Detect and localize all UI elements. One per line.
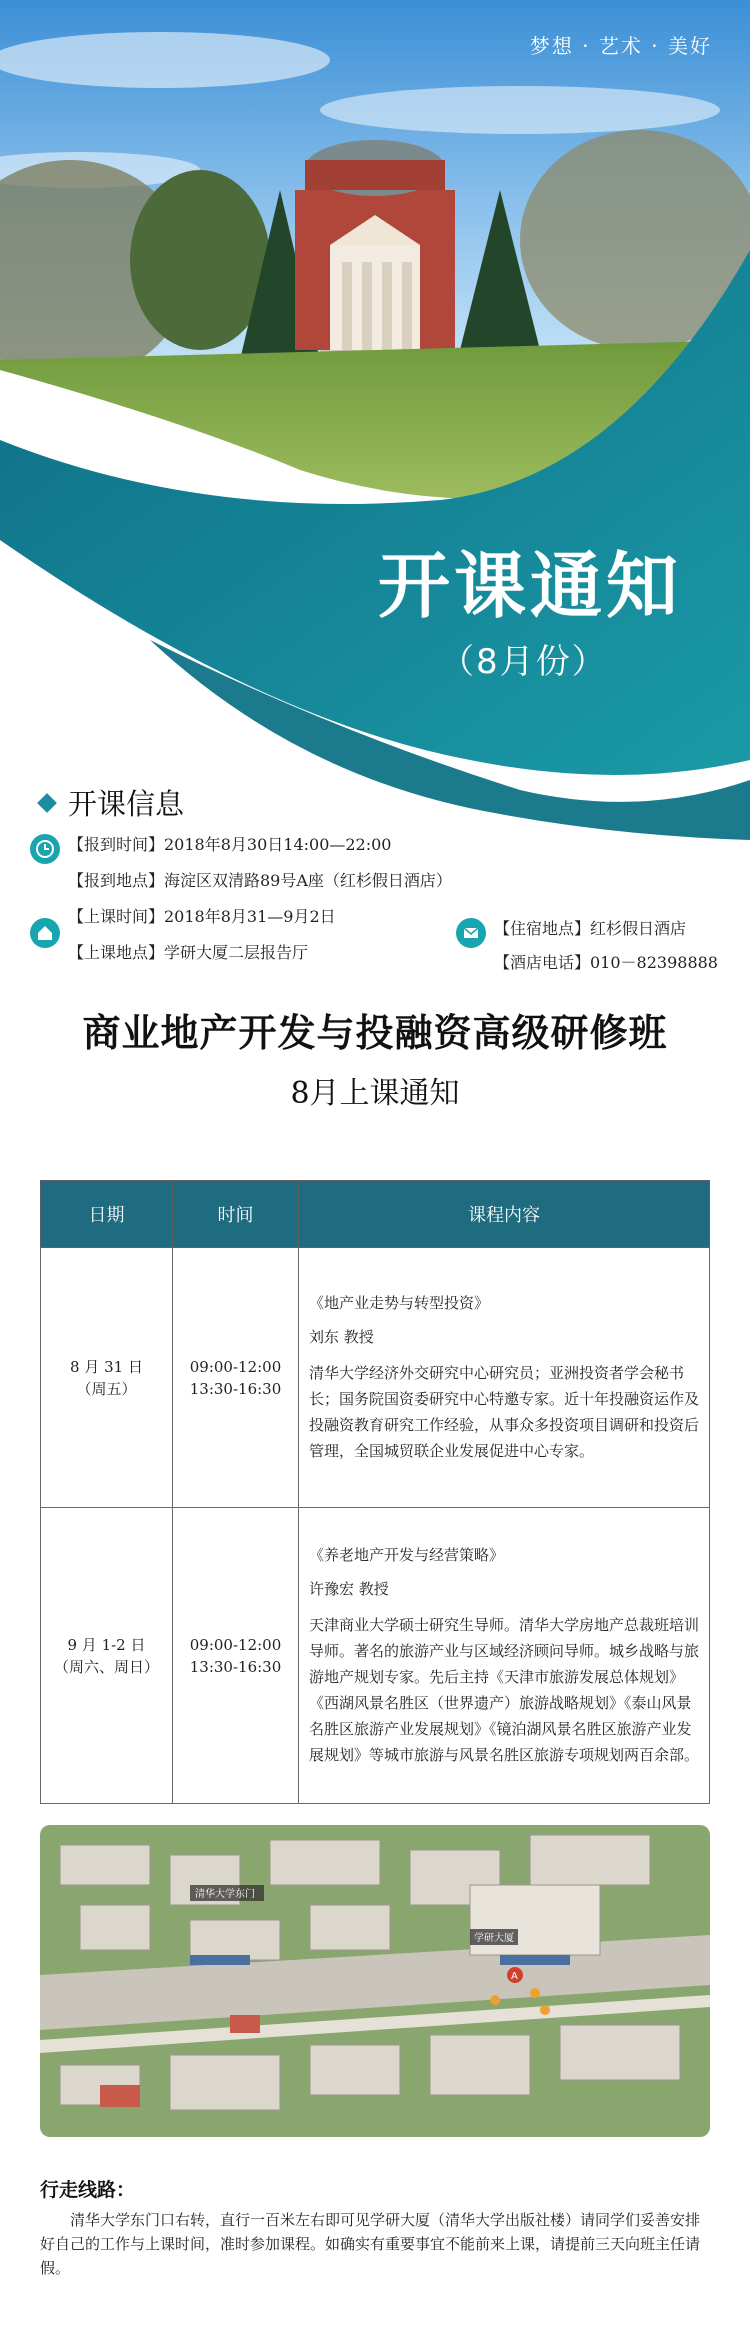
clock-icon (30, 834, 60, 864)
row-time-cell (173, 1248, 299, 1508)
row-content-cell (299, 1508, 710, 1804)
notice-title: 开课通知 (377, 544, 682, 628)
info-heading-label: 开课信息 (68, 787, 185, 821)
table-header-row (41, 1181, 710, 1248)
info-class-place: 【上课地点】学研大厦二层报告厅 (68, 943, 309, 962)
table-row (41, 1508, 710, 1804)
mail-icon (456, 918, 486, 948)
course-topic: 《养老地产开发与经营策略》 (309, 1545, 505, 1564)
hero-banner (0, 0, 750, 840)
route-heading: 行走线路： (40, 2179, 136, 2201)
table-row (41, 1248, 710, 1508)
notice-month: （8月份） (440, 642, 608, 682)
row-time-cell (173, 1508, 299, 1804)
course-topic: 《地产业走势与转型投资》 (309, 1293, 490, 1312)
row-time-morning: 09:00-12:00 (189, 1357, 282, 1376)
row-time-morning: 09:00-12:00 (189, 1635, 282, 1654)
map-label-gate: 清华大学东门 (195, 1889, 255, 1900)
campus-map (40, 1825, 710, 2137)
row-date: 9 月 1-2 日 (67, 1635, 146, 1654)
campus-map-illustration (40, 1825, 710, 2137)
header-date: 日期 (41, 1181, 173, 1248)
row-content-cell (299, 1248, 710, 1508)
lecturer-bio: 天津商业大学硕士研究生导师。清华大学房地产总裁班培训导师。著名的旅游产业与区域经济顾问导师。城乡战略与旅游地产规划专家。先后主持《天津市旅游发展总体规划》《西湖风景名胜区（世界遗产）旅游战略规划》《泰山风景名胜区旅游产业发展规划》《镜泊湖风景名胜区旅游产业发展规划》等城市旅游与风景名胜区旅游专项规划两百余部。 (309, 1615, 700, 1764)
info-checkin-place: 【报到地点】海淀区双清路89号A座（红杉假日酒店） (68, 871, 452, 890)
header-time: 时间 (173, 1181, 299, 1248)
info-heading (40, 782, 184, 823)
header-content: 课程内容 (299, 1181, 710, 1248)
lecturer-bio: 清华大学经济外交研究中心研究员；亚洲投资者学会秘书长；国务院国资委研究中心特邀专家。近十年投融资运作及投融资教育研究工作经验，从事众多投资项目调研和投资后管理，全国城贸联企业发展促进中心专家。 (309, 1363, 700, 1460)
map-pin-label: A (511, 1971, 518, 1982)
course-title: 商业地产开发与投融资高级研修班 (82, 1011, 668, 1055)
info-hotel: 【住宿地点】红杉假日酒店 (494, 919, 687, 938)
info-hotel-phone: 【酒店电话】010－82398888 (494, 953, 718, 972)
map-label-building: 学研大厦 (474, 1933, 514, 1944)
row-weekday: （周五） (76, 1379, 137, 1398)
course-subtitle: 8月上课通知 (290, 1076, 460, 1111)
diamond-bullet-icon (37, 793, 57, 813)
row-date-cell (41, 1248, 173, 1508)
row-time-afternoon: 13:30-16:30 (189, 1379, 282, 1398)
route-description: 清华大学东门口右转，直行一百米左右即可见学研大厦（清华大学出版社楼）请同学们妥善安排好自己的工作与上课时间，准时参加课程。如确实有重要事宜不能前来上课，请提前三天向班主任请假。 (40, 2211, 701, 2277)
lecturer-name: 许豫宏 教授 (309, 1579, 389, 1598)
schedule-table (40, 1180, 710, 1804)
home-icon (30, 918, 60, 948)
row-weekday: （周六、周日） (53, 1657, 159, 1676)
row-date-cell (41, 1508, 173, 1804)
info-class-time: 【上课时间】2018年8月31—9月2日 (68, 907, 336, 926)
slogan: 梦想 · 艺术 · 美好 (529, 34, 712, 58)
hero-illustration (0, 0, 750, 840)
lecturer-name: 刘东 教授 (309, 1327, 374, 1346)
row-time-afternoon: 13:30-16:30 (189, 1657, 282, 1676)
row-date: 8 月 31 日 (70, 1357, 143, 1376)
info-checkin-time: 【报到时间】2018年8月30日14:00—22:00 (68, 835, 392, 854)
